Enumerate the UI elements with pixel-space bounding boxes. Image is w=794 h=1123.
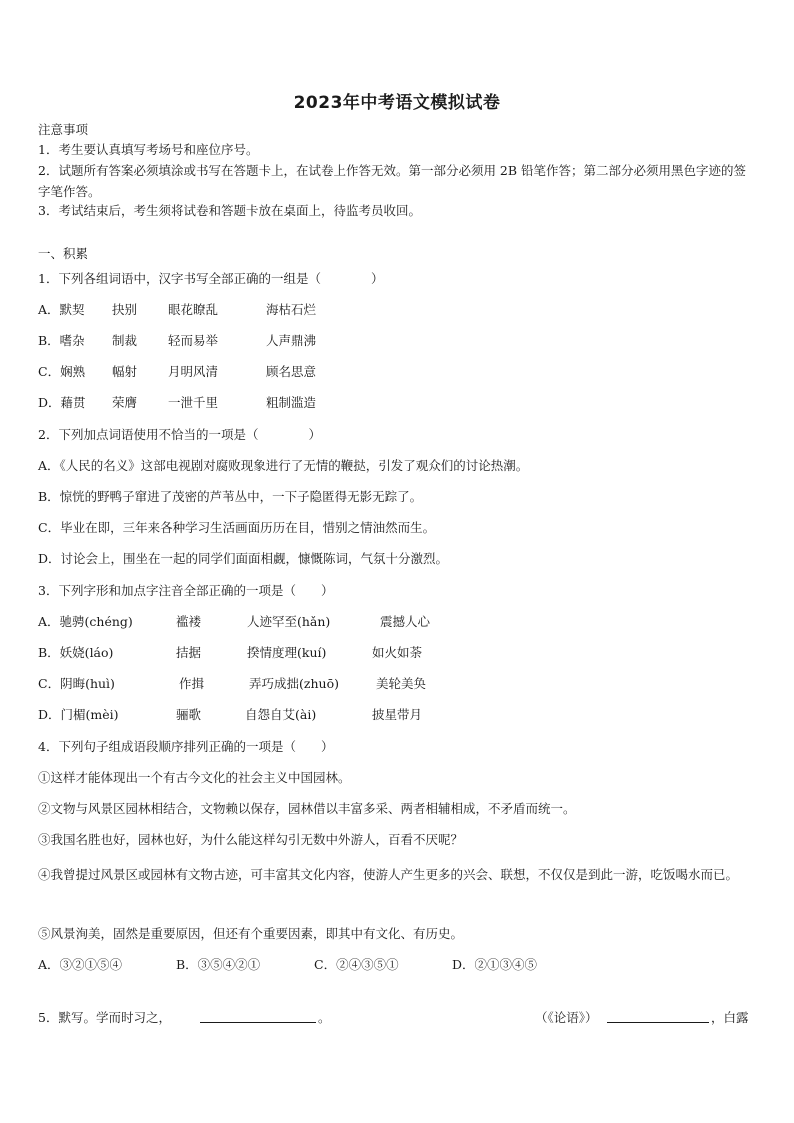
question-1-stem: 1．下列各组词语中，汉字书写全部正确的一组是（ ） [38,271,384,286]
q2-option-d: D．讨论会上，围坐在一起的同学们面面相觑，慷慨陈词，气氛十分激烈。 [38,551,449,566]
q2-option-b: B．惊恍的野鸭子窜进了茂密的芦苇丛中，一下子隐匿得无影无踪了。 [38,489,423,504]
q5-tail: ，白露 [711,1010,749,1025]
q3-option-c-word1: C．阴晦(huì) [38,676,115,691]
q4-sentence-4: ④我曾提过风景区或园林有文物古迹，可丰富其文化内容，使游人产生更多的兴会、联想，不仅仅是到此一游，吃饭喝水而已。 [38,867,739,882]
q4-sentence-5: ⑤风景洵美，固然是重要原因，但还有个重要因素，即其中有文化、有历史。 [38,926,464,941]
q3-option-d-word1: D．门楣(mèi) [38,707,119,722]
q3-option-d-word4: 披星带月 [372,707,423,722]
q1-option-a-word3: 眼花瞭乱 [168,302,219,317]
question-3-stem: 3．下列字形和加点字注音全部正确的一项是（ ） [38,583,334,598]
notice-item-3: 3．考试结束后，考生须将试卷和答题卡放在桌面上，待监考员收回。 [38,203,421,218]
q1-option-a-word2: 抉别 [112,302,138,317]
q1-option-c-word3: 月明风清 [168,364,219,379]
q1-option-b-word2: 制裁 [112,333,138,348]
question-2-stem: 2．下列加点词语使用不恰当的一项是（ ） [38,427,321,442]
q4-option-b: B．③⑤④②① [176,957,261,972]
q4-option-d: D．②①③④⑤ [452,957,538,972]
q5-blank-2[interactable] [607,1010,709,1027]
question-4-stem: 4．下列句子组成语段顺序排列正确的一项是（ ） [38,739,334,754]
q1-option-d-word2: 荣膺 [112,395,138,410]
q5-blank-1[interactable] [200,1010,316,1027]
q1-option-d-word1: D．藉贯 [38,395,86,410]
notice-item-1: 1．考生要认真填写考场号和座位序号。 [38,142,259,157]
q3-option-b-word4: 如火如荼 [372,645,423,660]
q3-option-b-word1: B．妖娆(láo) [38,645,114,660]
q1-option-a-word4: 海枯石烂 [266,302,317,317]
q1-option-d-word4: 粗制滥造 [266,395,317,410]
q1-option-a-word1: A．默契 [38,302,85,317]
q1-option-b-word1: B．嗜杂 [38,333,85,348]
q1-option-c-word4: 顾名思意 [266,364,317,379]
q1-option-d-word3: 一泄千里 [168,395,219,410]
q3-option-d-word3: 自怨自艾(ài) [245,707,317,722]
q5-period: 。 [318,1010,331,1025]
q3-option-b-word2: 拮据 [176,645,202,660]
q5-source: （《论语》） [535,1010,598,1025]
q3-option-a-word3: 人迹罕至(hǎn) [247,614,331,629]
q3-option-b-word3: 揆情度理(kuí) [247,645,327,660]
q3-option-d-word2: 骊歌 [176,707,202,722]
q3-option-c-word4: 美轮美奂 [376,676,427,691]
q1-option-b-word3: 轻而易举 [168,333,219,348]
q3-option-a-word4: 震撼人心 [380,614,431,629]
q3-option-a-word1: A．驰骋(chéng) [38,614,133,629]
q2-option-a: A．《人民的名义》这部电视剧对腐败现象进行了无情的鞭挞，引发了观众们的讨论热潮。 [38,458,529,473]
question-5-stem: 5．默写。学而时习之， [38,1010,171,1025]
notice-item-2: 2．试题所有答案必须填涂或书写在答题卡上，在试卷上作答无效。第一部分必须用 2B 铅笔作答；第二部分必须用黑色字迹的签字笔作答。 [38,163,747,199]
q4-sentence-3: ③我国名胜也好，园林也好，为什么能这样勾引无数中外游人，百看不厌呢？ [38,832,464,847]
q3-option-c-word2: 作揖 [179,676,205,691]
section-heading: 一、积累 [38,246,89,261]
q1-option-b-word4: 人声鼎沸 [266,333,317,348]
q1-option-c-word1: C．娴熟 [38,364,86,379]
q4-sentence-1: ①这样才能体现出一个有古今文化的社会主义中国园林。 [38,770,351,785]
notice-heading: 注意事项 [38,122,89,137]
q1-option-c-word2: 幅射 [112,364,138,379]
q4-option-a: A．③②①⑤④ [38,957,123,972]
q4-sentence-2: ②文物与风景区园林相结合，文物赖以保存，园林借以丰富多采、两者相辅相成，不矛盾而统一。 [38,801,576,816]
q3-option-c-word3: 弄巧成拙(zhuō) [249,676,339,691]
q3-option-a-word2: 褴褛 [176,614,202,629]
page-title: 2023年中考语文模拟试卷 [293,93,501,113]
q4-option-c: C．②④③⑤① [314,957,399,972]
q2-option-c: C．毕业在即，三年来各种学习生活画面历历在目，惜别之情油然而生。 [38,520,436,535]
